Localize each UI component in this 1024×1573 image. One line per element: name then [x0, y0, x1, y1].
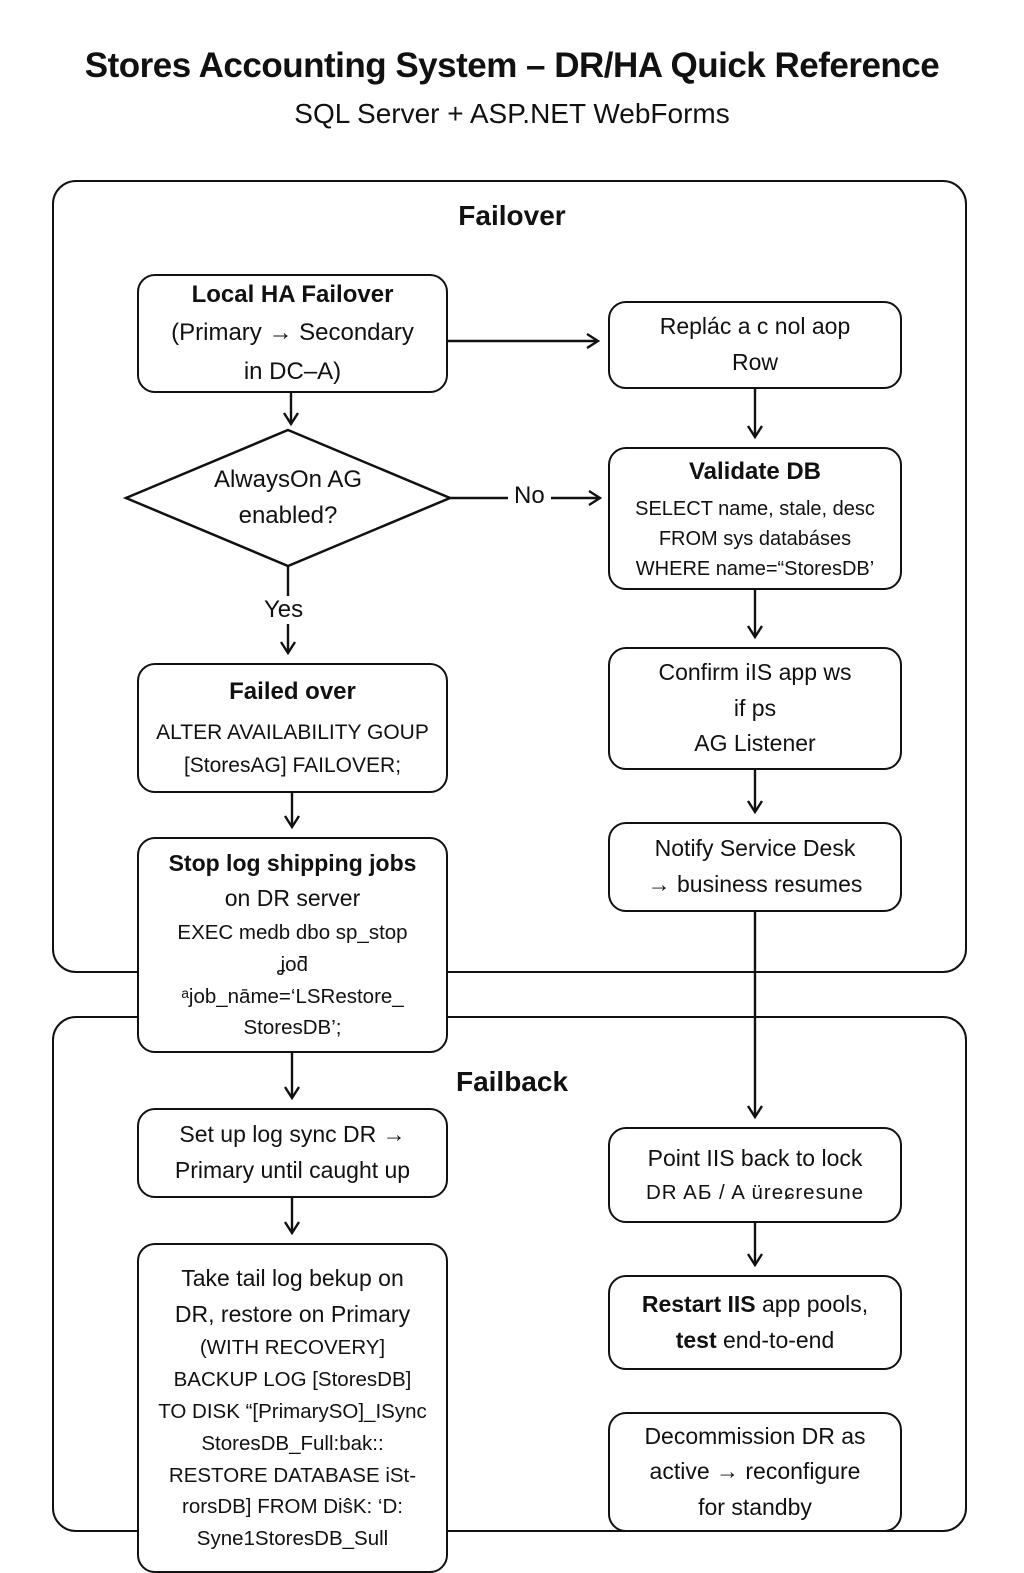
- decision-line: AlwaysOn AG: [213, 466, 363, 493]
- node-line: BACKUP LOG [StoresDB]: [173, 1368, 412, 1392]
- page-title: Stores Accounting System – DR/HA Quick Reference: [84, 46, 940, 85]
- node-take-tail-log-backup: [137, 1243, 448, 1573]
- node-line: Take tail log bekup on: [181, 1265, 404, 1292]
- node-line: Primary until caught up: [174, 1157, 411, 1183]
- node-line: StoresDB’;: [243, 1016, 342, 1040]
- node-line: for standby: [698, 1493, 812, 1520]
- node-line: Local HA Failover: [191, 280, 394, 308]
- node-line-rest: app pools,: [755, 1290, 869, 1317]
- node-line: [642, 1287, 868, 1323]
- node-line: Confirm iIS app ws: [658, 659, 852, 686]
- node-line: ALTER AVAILABILITY GOUP: [156, 720, 429, 744]
- node-failed-over: [137, 663, 448, 793]
- node-decommission-dr: [608, 1412, 902, 1532]
- failback-section-label: Failback: [455, 1066, 569, 1097]
- node-notify-service-desk: [608, 822, 902, 912]
- node-line: RESTORE DATABASE iSt-: [168, 1463, 417, 1487]
- node-line: [676, 1323, 835, 1359]
- node-title: Stop log shipping jobs: [168, 849, 417, 876]
- node-line: rorsDB] FROM DiŝK: ‘D:: [182, 1495, 403, 1519]
- node-line-rest: end-to-end: [716, 1326, 835, 1353]
- node-line: Point IIS back to lock: [647, 1145, 863, 1172]
- node-line: ʝoƌ: [277, 952, 308, 976]
- edge-label-yes: Yes: [258, 596, 309, 624]
- node-setup-log-sync: [137, 1108, 448, 1198]
- node-line: Syne1StoresDB_Sull: [196, 1527, 389, 1551]
- node-line: ᵃjob_nāme=‘LSRestore_: [181, 984, 404, 1008]
- node-line-bold: test: [675, 1326, 717, 1353]
- node-line: FROM sys databáses: [658, 527, 852, 550]
- node-title: Validate DB: [688, 457, 822, 485]
- node-line: if ps: [733, 694, 777, 721]
- node-line: Notify Service Desk: [654, 835, 856, 862]
- node-line: (WITH RECOVERY]: [199, 1336, 386, 1360]
- edge-label-no: No: [508, 482, 551, 510]
- node-confirm-iis: [608, 647, 902, 770]
- page-subtitle: SQL Server + ASP.NET WebForms: [294, 98, 730, 129]
- node-line: TO DISK “[PrimarySO]_ISync: [158, 1399, 427, 1423]
- node-stop-log-shipping: [137, 837, 448, 1053]
- node-validate-db: [608, 447, 902, 590]
- node-line: WHERE name=“StoresDB’: [635, 557, 875, 580]
- node-line: Set up log sync DR →: [179, 1121, 406, 1148]
- node-line: Replác a c nol aop: [659, 313, 851, 340]
- node-line: DR, restore on Primary: [174, 1300, 411, 1327]
- node-line: EXEC medb dbo sp_stop: [177, 921, 408, 945]
- node-restart-iis-app-pools: [608, 1275, 902, 1370]
- decision-alwayson-ag: [160, 460, 416, 536]
- node-line: [StoresAG] FAILOVER;: [183, 754, 402, 778]
- node-line: on DR server: [224, 885, 361, 912]
- node-line-bold: Restart IIS: [641, 1290, 756, 1317]
- node-line: StoresDB_Full:bak::: [201, 1431, 384, 1455]
- node-point-iis-back: [608, 1127, 902, 1223]
- node-line: DR AƂ / A üreɕresune: [645, 1180, 865, 1204]
- node-line: → business resumes: [647, 871, 863, 897]
- node-line: AG Listener: [694, 730, 816, 757]
- decision-line: enabled?: [238, 502, 338, 529]
- node-title: Failed over: [229, 678, 356, 706]
- node-line: active → reconfigure: [649, 1458, 861, 1485]
- node-line: in DC–A): [243, 357, 342, 385]
- node-line: Decommission DR as: [644, 1422, 866, 1449]
- node-line: (Primary → Secondary: [171, 319, 414, 347]
- failover-section-label: Failover: [458, 200, 566, 231]
- node-line: SELECT name, stale, desc: [635, 498, 875, 521]
- node-local-ha-failover: [137, 274, 448, 393]
- node-line: Row: [731, 349, 778, 375]
- node-replicate-row: [608, 301, 902, 389]
